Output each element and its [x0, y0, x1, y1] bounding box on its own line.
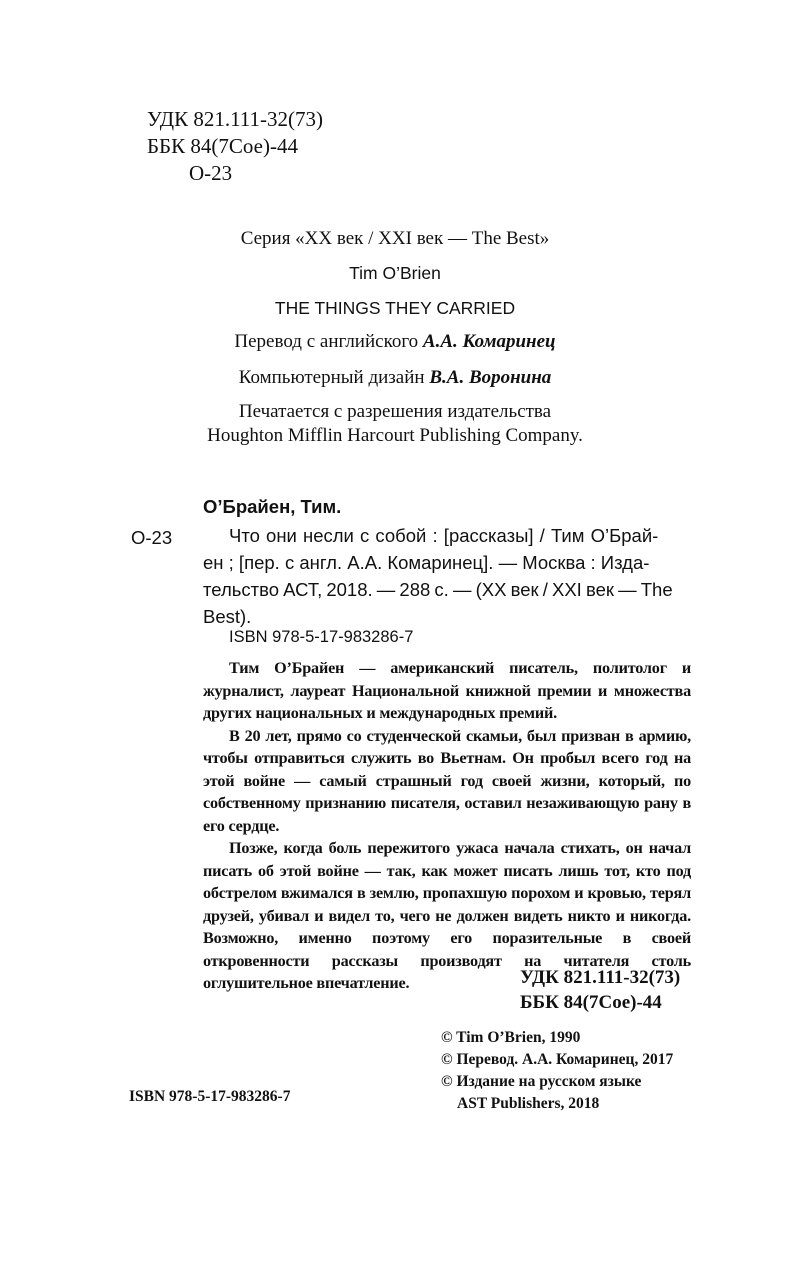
annotation-paragraph: Позже, когда боль пережитого ужаса начала стихать, он начал писать об этой войне — так, как может писать лишь тот, кто под обстрелом вжимался в землю, пропахшую порохом и кровью, терял друзей, убивал и видел то, чего не должен видеть никто и никогда. Возможно, именно поэтому его поразительные в своей откровенности рассказы производят на читателя столь оглушительное впечатление.	[203, 839, 691, 992]
annotation-paragraph: В 20 лет, прямо со студенческой скамьи, был призван в армию, чтобы отправиться служить во Вьетнам. Он пробыл всего год на этой войне — самый страшный год своей жизни, который, по собственному признанию писателя, оставил незаживающую рану в его сердце.	[203, 726, 691, 835]
catalog-line-2: ен ; [пер. с англ. А.А. Комаринец]. — Москва : Изда-	[203, 552, 650, 573]
bottom-udk-code: УДК 821.111-32(73)	[520, 967, 681, 988]
catalog-line-3: тельство АСТ, 2018. — 288 с. — (XX век / XXI век — The	[203, 579, 673, 600]
annotation	[203, 657, 691, 995]
footer-isbn: ISBN 978-5-17-983286-7	[129, 1088, 291, 1105]
copyright-line-2: © Перевод. А.А. Комаринец, 2017	[441, 1051, 674, 1068]
translation-label: Перевод с английского	[234, 331, 419, 352]
copyright-line-3: © Издание на русском языке	[441, 1073, 642, 1090]
udk-code: УДК 821.111-32(73)	[147, 107, 323, 131]
catalog-line-1: Что они несли с собой : [рассказы] / Тим О’Брай-	[229, 525, 659, 546]
copyright-line-1: © Tim O’Brien, 1990	[441, 1029, 581, 1046]
translation-line	[0, 331, 790, 353]
copyright-block	[441, 1027, 673, 1115]
catalog-isbn: ISBN 978-5-17-983286-7	[229, 628, 414, 646]
top-classification-codes	[147, 106, 323, 187]
designer-name: В.А. Воронина	[429, 367, 552, 388]
design-line	[0, 367, 790, 389]
bottom-bbk-code: ББК 84(7Сое)-44	[520, 992, 662, 1013]
series-line: Серия «XX век / XXI век — The Best»	[240, 228, 550, 249]
original-title: THE THINGS THEY CARRIED	[274, 298, 516, 318]
translator-name: А.А. Комаринец	[422, 331, 556, 352]
author-mark: О-23	[189, 161, 233, 185]
catalog-description	[203, 522, 691, 630]
annotation-paragraph: Тим О’Брайен — американский писатель, политолог и журналист, лауреат Национальной книжной премии и множества других национальных и международных премий.	[203, 659, 691, 722]
original-author: Tim O’Brien	[349, 263, 441, 283]
catalog-line-4: Best).	[203, 606, 252, 627]
catalog-mark: О-23	[131, 527, 173, 548]
permission-line-2: Houghton Mifflin Harcourt Publishing Company.	[207, 425, 583, 446]
copyright-line-4: AST Publishers, 2018	[457, 1095, 600, 1112]
design-label: Компьютерный дизайн	[238, 367, 425, 388]
permission-line-1: Печатается с разрешения издательства	[238, 401, 552, 422]
bbk-code: ББК 84(7Сое)-44	[147, 134, 298, 158]
bottom-classification-codes	[520, 965, 680, 1015]
catalog-heading: О’Брайен, Тим.	[203, 496, 342, 517]
